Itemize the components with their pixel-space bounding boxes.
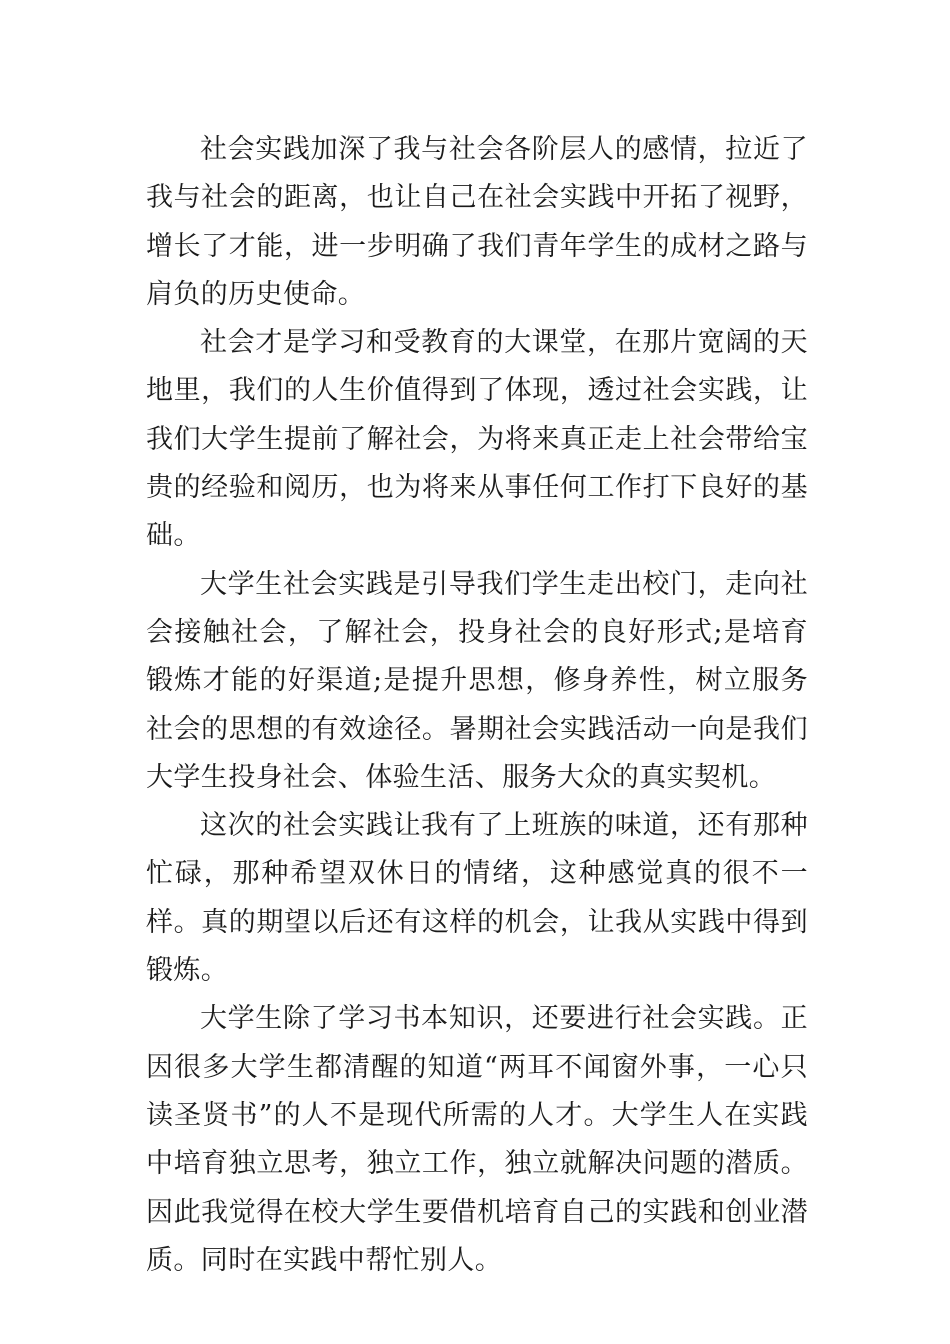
paragraph-4: 这次的社会实践让我有了上班族的味道，还有那种忙碌，那种希望双休日的情绪，这种感觉真的很不一样。真的期望以后还有这样的机会，让我从实践中得到锻炼。 bbox=[146, 810, 808, 987]
paragraph-1: 社会实践加深了我与社会各阶层人的感情，拉近了我与社会的距离，也让自己在社会实践中开拓了视野，增长了才能，进一步明确了我们青年学生的成材之路与肩负的历史使命。 bbox=[146, 134, 808, 310]
paragraph-3: 大学生社会实践是引导我们学生走出校门，走向社会接触社会，了解社会，投身社会的良好形式;是培育锻炼才能的好渠道;是提升思想，修身养性，树立服务社会的思想的有效途径。暑期社会实践活动一向是我们大学生投身社会、体验生活、服务大众的真实契机。 bbox=[146, 568, 808, 793]
paragraph-5: 大学生除了学习书本知识，还要进行社会实践。正因很多大学生都清醒的知道“两耳不闻窗外事，一心只读圣贤书”的人不是现代所需的人才。大学生人在实践中培育独立思考，独立工作，独立就解决问题的潜质。因此我觉得在校大学生要借机培育自己的实践和创业潜质。同时在实践中帮忙别人。 bbox=[146, 1003, 808, 1276]
document-body bbox=[146, 126, 808, 1285]
paragraph-2: 社会才是学习和受教育的大课堂，在那片宽阔的天地里，我们的人生价值得到了体现，透过社会实践，让我们大学生提前了解社会，为将来真正走上社会带给宝贵的经验和阅历，也为将来从事任何工作打下良好的基础。 bbox=[146, 327, 808, 552]
